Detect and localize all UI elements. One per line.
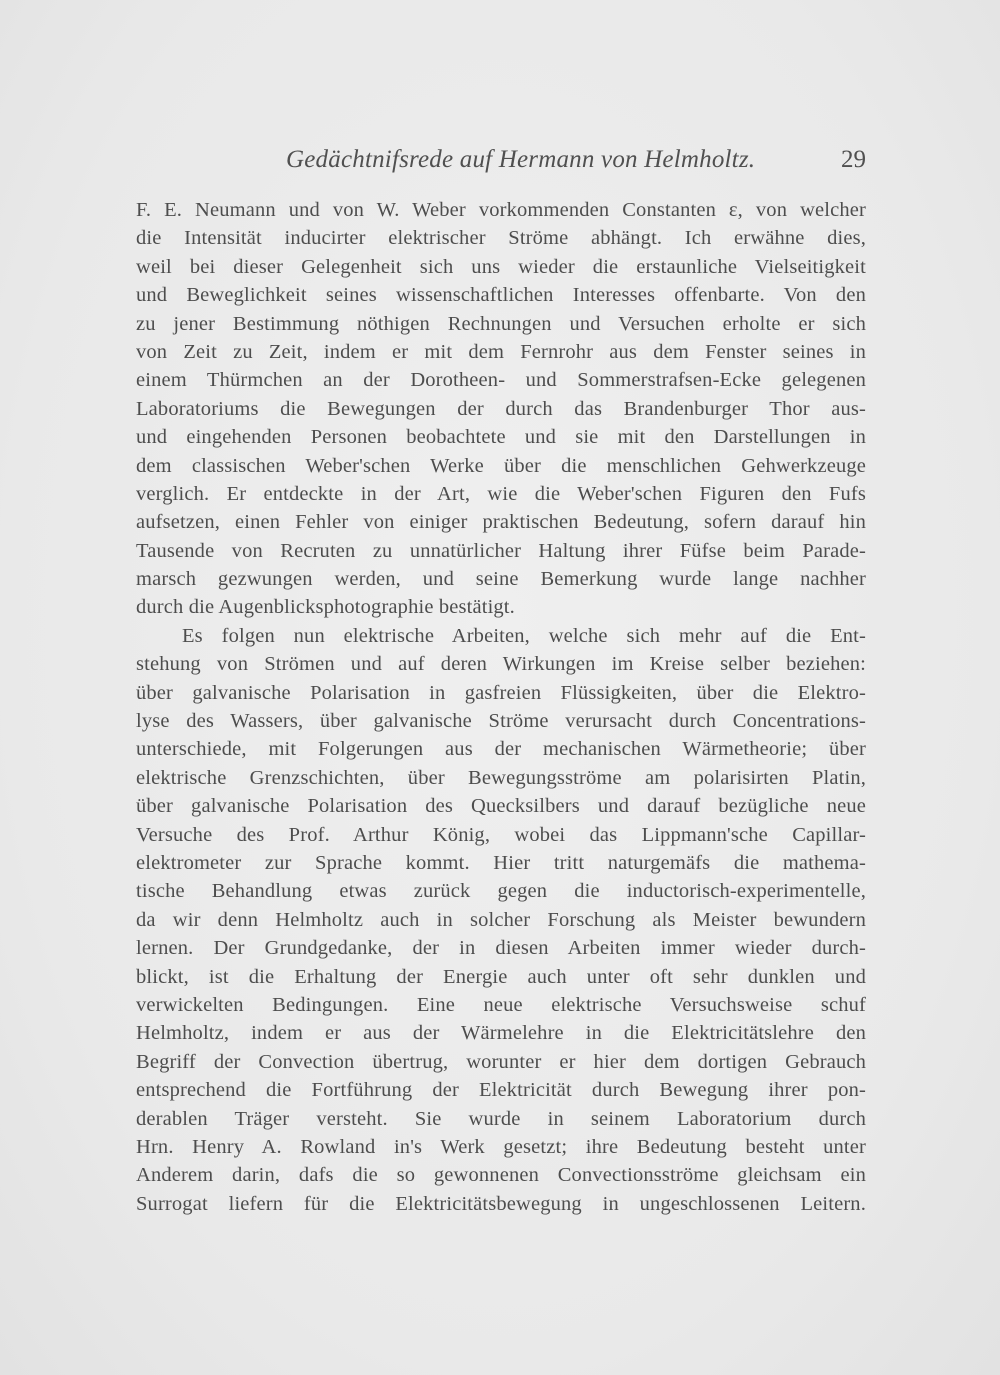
text-line: Surrogat liefern für die Elektricitätsbewegung in ungeschlossenen Leitern. (136, 1192, 866, 1215)
text-line: entsprechend die Fortführung der Elektricität durch Bewegung ihrer pon- (136, 1079, 866, 1102)
text-line: lernen. Der Grundgedanke, der in diesen Arbeiten immer wieder durch- (136, 937, 866, 960)
text-line: F. E. Neumann und von W. Weber vorkommenden Constanten ε, von welcher (136, 199, 866, 221)
text-line: unterschiede, mit Folgerungen aus der mechanischen Wärmetheorie; über (136, 738, 866, 761)
text-line: Hrn. Henry A. Rowland in's Werk gesetzt; ihre Bedeutung besteht unter (136, 1135, 866, 1158)
text-line: und eingehenden Personen beobachtete und sie mit den Darstellungen in (136, 426, 866, 449)
text-line: tische Behandlung etwas zurück gegen die inductorisch-experimentelle, (136, 880, 866, 903)
text-line: da wir denn Helmholtz auch in solcher Forschung als Meister bewundern (136, 908, 866, 931)
text-line: derablen Träger versteht. Sie wurde in seinem Laboratorium durch (136, 1107, 866, 1130)
text-line: über galvanische Polarisation des Quecksilbers und darauf bezügliche neue (136, 795, 866, 818)
text-line: Begriff der Convection übertrug, worunter er hier dem dortigen Gebrauch (136, 1050, 866, 1073)
paragraph-end-line: durch die Augenblicksphotographie bestätigt. (136, 596, 515, 619)
text-line: lyse des Wassers, über galvanische Ströme verursacht durch Concentrations- (136, 710, 866, 733)
paragraph-start-line: Es folgen nun elektrische Arbeiten, welche sich mehr auf die Ent- (182, 624, 866, 647)
text-line: einem Thürmchen an der Dorotheen- und Sommerstrafsen-Ecke gelegenen (136, 369, 866, 392)
page-number: 29 (841, 146, 866, 173)
running-title: Gedächtnifsrede auf Hermann von Helmholtz. (286, 146, 756, 173)
text-line: marsch gezwungen werden, und seine Bemerkung wurde lange nachher (136, 568, 866, 591)
text-line: die Intensität inducirter elektrischer Ströme abhängt. Ich erwähne dies, (136, 227, 866, 250)
text-line: Laboratoriums die Bewegungen der durch das Brandenburger Thor aus- (136, 397, 866, 420)
text-line: Anderem darin, dafs die so gewonnenen Convectionsströme gleichsam ein (136, 1164, 866, 1187)
text-line: Versuche des Prof. Arthur König, wobei das Lippmann'sche Capillar- (136, 823, 866, 846)
text-line: aufsetzen, einen Fehler von einiger praktischen Bedeutung, sofern darauf hin (136, 511, 866, 534)
text-line: und Beweglichkeit seines wissenschaftlichen Interesses offenbarte. Von den (136, 284, 866, 307)
text-line: elektrische Grenzschichten, über Bewegungsströme am polarisirten Platin, (136, 766, 866, 789)
page-header (136, 146, 866, 182)
text-line: dem classischen Weber'schen Werke über die menschlichen Gehwerkzeuge (136, 454, 866, 477)
text-line: Tausende von Recruten zu unnatürlicher Haltung ihrer Füfse beim Parade- (136, 539, 866, 562)
text-line: Helmholtz, indem er aus der Wärmelehre in die Elektricitätslehre den (136, 1022, 866, 1045)
text-line: über galvanische Polarisation in gasfreien Flüssigkeiten, über die Elektro- (136, 681, 866, 704)
text-line: stehung von Strömen und auf deren Wirkungen im Kreise selber beziehen: (136, 653, 866, 676)
text-line: blickt, ist die Erhaltung der Energie auch unter oft sehr dunklen und (136, 965, 866, 988)
text-line: weil bei dieser Gelegenheit sich uns wieder die erstaunliche Vielseitigkeit (136, 255, 866, 278)
body-text (136, 196, 866, 1218)
text-line: von Zeit zu Zeit, indem er mit dem Fernrohr aus dem Fenster seines in (136, 340, 866, 363)
text-line: zu jener Bestimmung nöthigen Rechnungen und Versuchen erholte er sich (136, 312, 866, 335)
text-line: elektrometer zur Sprache kommt. Hier tritt naturgemäfs die mathema- (136, 851, 866, 874)
text-line: verglich. Er entdeckte in der Art, wie die Weber'schen Figuren den Fufs (136, 482, 866, 505)
text-line: verwickelten Bedingungen. Eine neue elektrische Versuchsweise schuf (136, 993, 866, 1016)
